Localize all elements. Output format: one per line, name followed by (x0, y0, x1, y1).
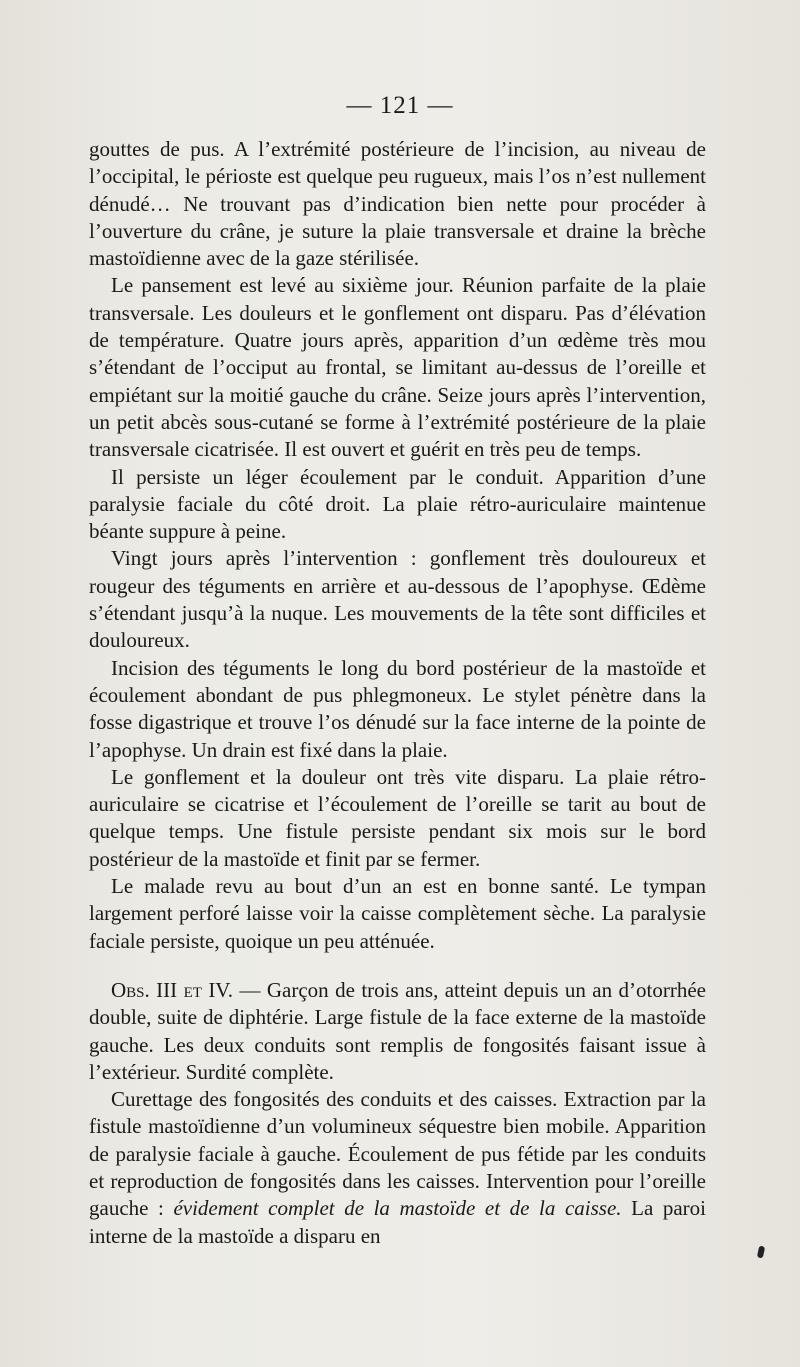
body-text (89, 136, 706, 1250)
page-number: — 121 — (346, 92, 454, 119)
paragraph-9-end: La paroi interne de la mastoïde a disparu en (89, 1196, 706, 1248)
paragraph-2: Le pansement est levé au sixième jour. Réunion parfaite de la plaie transversale. Les douleurs et le gonflement ont disparu. Pas d’élévation de température. Quatre jours après, apparition d’un œdème très mou s’étendant de l’occiput au frontal, se limitant au-dessus de l’oreille et empiétant sur la moitié gauche du crâne. Seize jours après l’intervention, un petit abcès sous-cutané se forme à l’extrémité postérieure de la plaie transversale cicatrisée. Il est ouvert et guérit en très peu de temps. (89, 273, 706, 462)
margin-ink-mark (757, 1246, 765, 1259)
paragraph-4: Vingt jours après l’intervention : gonflement très douloureux et rougeur des téguments en arrière et au-dessous de l’apophyse. Œdème s’étendant jusqu’à la nuque. Les mouvements de la tête sont difficiles et douloureux. (89, 546, 706, 653)
paragraph-observation (89, 977, 706, 1086)
observation-text: — Garçon de trois ans, atteint depuis un an d’otorrhée double, suite de diphtérie. Large fistule de la face externe de la mastoïde gauche. Les deux conduits sont remplis de fongosités faisant issue à l’extérieur. Surdité complète. (89, 977, 706, 1084)
paragraph-6: Le gonflement et la douleur ont très vite disparu. La plaie rétro-auriculaire se cicatrise et l’écoulement de l’oreille se tarit au bout de quelque temps. Une fistule persiste pendant six mois sur le bord postérieur de la mastoïde et finit par se fermer. (89, 764, 706, 871)
paragraph-9 (89, 1086, 706, 1250)
paragraph-5: Incision des téguments le long du bord postérieur de la mastoïde et écoulement abondant de pus phlegmoneux. Le stylet pénètre dans la fosse digastrique et trouve l’os dénudé sur la face interne de la pointe de l’apophyse. Un drain est fixé dans la plaie. (89, 655, 706, 762)
paragraph-7: Le malade revu au bout d’un an est en bonne santé. Le tympan largement perforé laisse voir la caisse complètement sèche. La paralysie faciale persiste, quoique un peu atténuée. (89, 874, 706, 953)
paragraph-3: Il persiste un léger écoulement par le conduit. Apparition d’une paralysie faciale du côté droit. La plaie rétro-auriculaire maintenue béante suppure à peine. (89, 464, 706, 544)
observation-label: Obs. III et IV. (111, 977, 234, 1002)
paragraph-9-start: Curettage des fongosités des conduits et des caisses. Extraction par la fistule mastoïdienne d’un volumineux séquestre bien mobile. Apparition de paralysie faciale à gauche. Écoulement de pus fétide par les conduits et reproduction de fongosités dans les caisses. Intervention pour l’oreille gauche : (89, 1087, 706, 1221)
paragraph-9-italic: évidement complet de la mastoïde et de la caisse. (173, 1196, 622, 1221)
paragraph-1: gouttes de pus. A l’extrémité postérieure de l’incision, au niveau de l’occipital, le périoste est quelque peu rugueux, mais l’os n’est nullement dénudé… Ne trouvant pas d’indication bien nette pour procéder à l’ouverture du crâne, je suture la plaie transversale et draine la brèche mastoïdienne avec de la gaze stérilisée. (89, 137, 706, 271)
